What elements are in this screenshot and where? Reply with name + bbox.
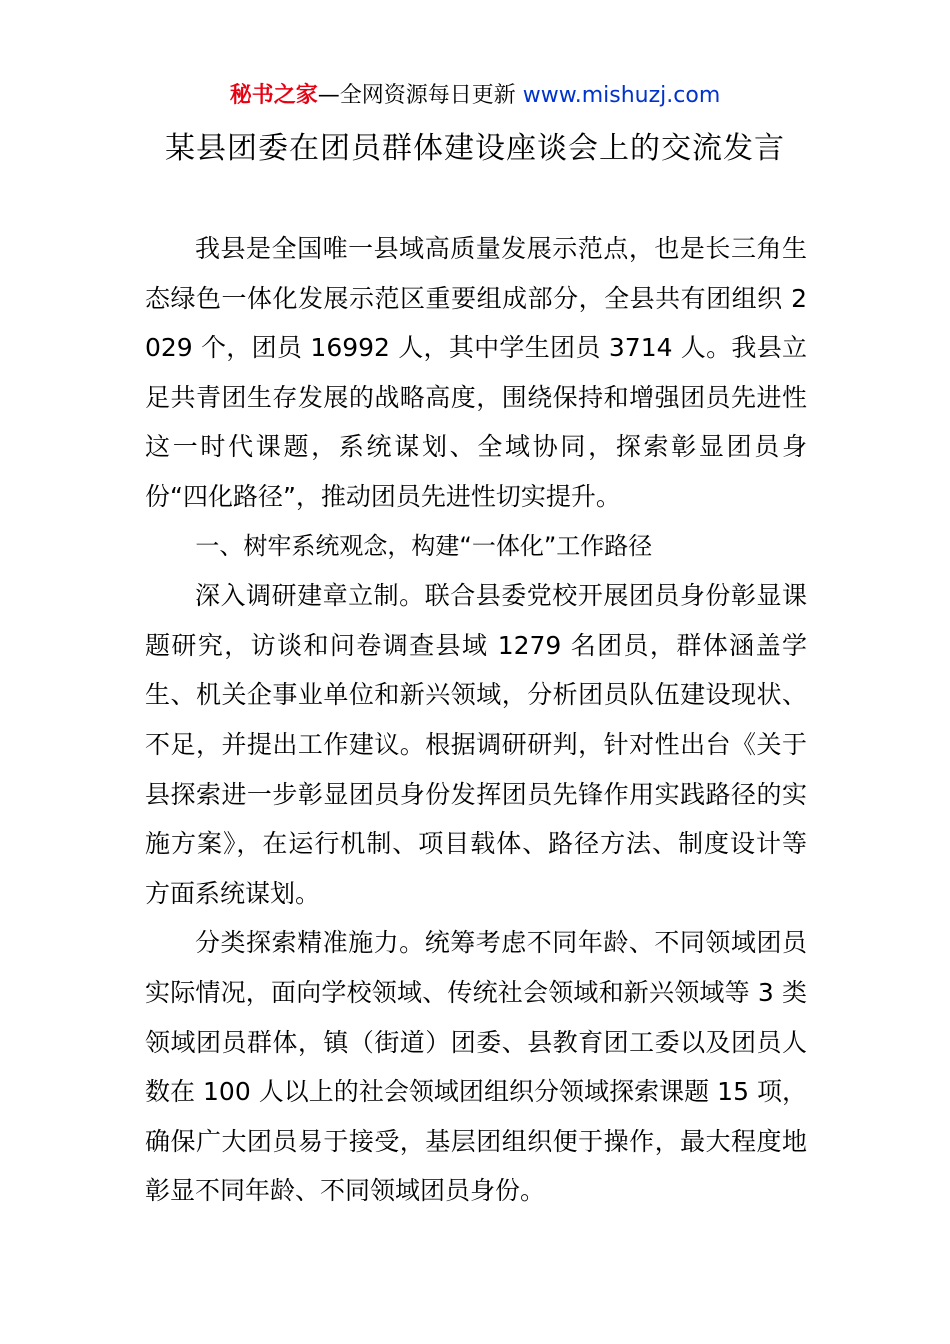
- site-url-link[interactable]: www.mishuzj.com: [522, 83, 721, 108]
- site-header: [0, 80, 950, 112]
- paragraph-classification: 分类探索精准施力。统筹考虑不同年龄、不同领域团员实际情况，面向学校领域、传统社会领域和新兴领域等 3 类领域团员群体，镇（街道）团委、县教育团工委以及团员人数在 100 人以上的社会领域团组织分领域探索课题 15 项，确保广大团员易于接受，基层团组织便于操作，最大程度地彰显不同年龄、不同领域团员身份。: [145, 928, 807, 1206]
- paragraph-research: 深入调研建章立制。联合县委党校开展团员身份彰显课题研究，访谈和问卷调查县域 1279 名团员，群体涵盖学生、机关企事业单位和新兴领域，分析团员队伍建设现状、不足，并提出工作建议。根据调研研判，针对性出台《关于县探索进一步彰显团员身份发挥团员先锋作用实践路径的实施方案》，在运行机制、项目载体、路径方法、制度设计等方面系统谋划。: [145, 581, 807, 908]
- document-body: [145, 224, 807, 1216]
- document-title: 某县团委在团员群体建设座谈会上的交流发言: [165, 131, 785, 166]
- section-heading-1: 一、树牢系统观念，构建“一体化”工作路径: [195, 531, 653, 560]
- intro-paragraph: 我县是全国唯一县域高质量发展示范点，也是长三角生态绿色一体化发展示范区重要组成部分，全县共有团组织 2029 个，团员 16992 人，其中学生团员 3714 人。我县立足共青团生存发展的战略高度，围绕保持和增强团员先进性这一时代课题，系统谋划、全域协同，探索彰显团员身份“四化路径”，推动团员先进性切实提升。: [145, 234, 807, 511]
- site-slogan: —全网资源每日更新: [317, 83, 516, 108]
- site-brand: 秘书之家: [229, 83, 318, 108]
